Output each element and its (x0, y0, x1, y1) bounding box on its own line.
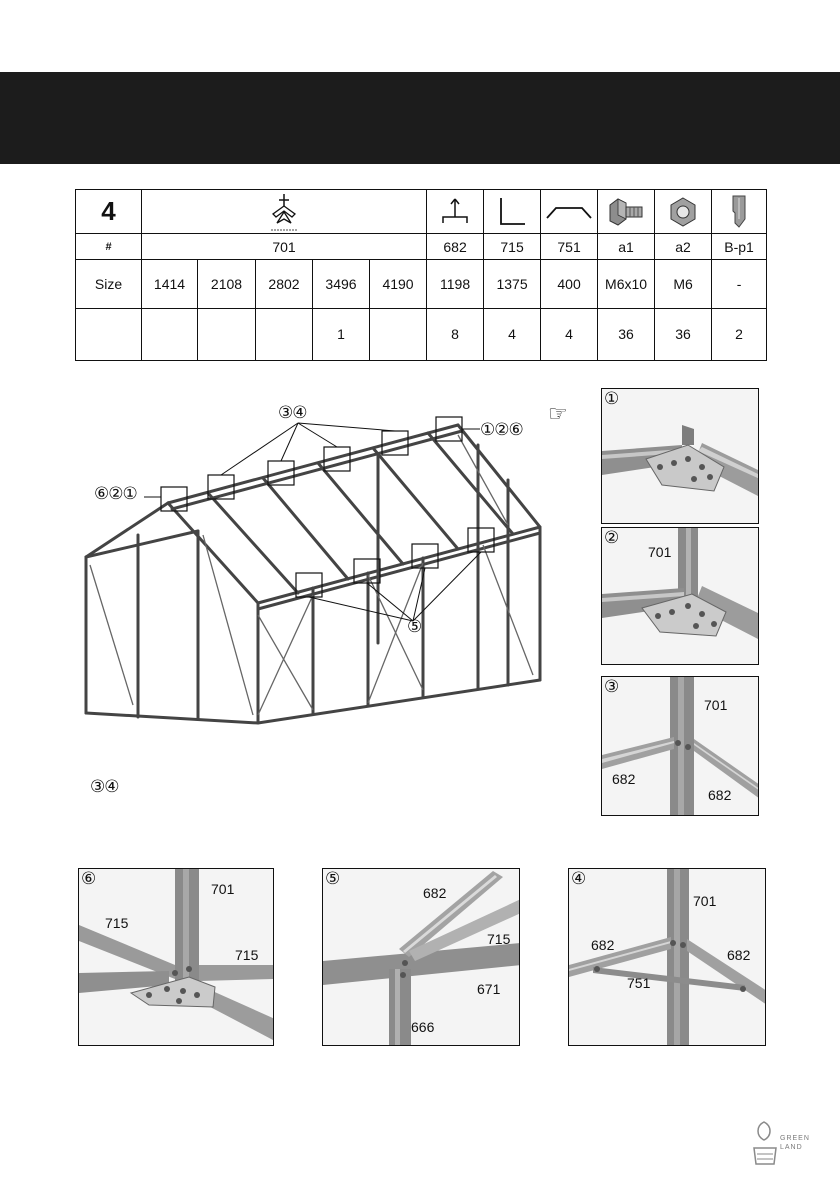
brand-logo (752, 1118, 822, 1170)
logo-line-1: GREEN (780, 1135, 810, 1142)
angle-profile-icon (495, 195, 529, 229)
detail-panel-4 (568, 868, 766, 1046)
qty-cell (198, 308, 256, 360)
size-cell: - (712, 260, 767, 308)
greenhouse-frame-drawing (78, 385, 598, 815)
size-cell: 2802 (256, 260, 313, 308)
detail-panel-3 (601, 676, 759, 816)
qty-label (76, 308, 142, 360)
tee-profile-cell (427, 190, 484, 234)
part-label-682: 682 (727, 947, 751, 963)
qty-cell: 1 (313, 308, 370, 360)
panel-number: ⑤ (325, 869, 341, 889)
part-label-682: 682 (708, 787, 732, 803)
qty-cell (256, 308, 313, 360)
size-cell: 400 (541, 260, 598, 308)
code-cell: a2 (655, 234, 712, 260)
part-label-701: 701 (648, 544, 672, 560)
callout-5: ⑤ (407, 617, 422, 637)
qty-cell: 4 (541, 308, 598, 360)
qty-cell: 36 (655, 308, 712, 360)
part-label-682: 682 (612, 771, 636, 787)
part-label-682: 682 (423, 885, 447, 901)
panel-number: ③ (604, 677, 620, 697)
detail-panel-1 (601, 388, 759, 524)
callout-126: ①②⑥ (480, 420, 523, 440)
part-label-701: 701 (693, 893, 717, 909)
header-bar (0, 72, 840, 164)
qty-cell: 8 (427, 308, 484, 360)
size-label: Size (76, 260, 142, 308)
part-label-715: 715 (487, 931, 511, 947)
ridge-profile-icon (269, 192, 299, 232)
size-cell: 1414 (142, 260, 198, 308)
hash-label: # (76, 234, 142, 260)
panel-number: ④ (571, 869, 587, 889)
brace-profile-icon (544, 200, 594, 224)
hand-pointer-icon: ☞ (548, 402, 568, 427)
code-cell: 682 (427, 234, 484, 260)
leaf-logo-icon (752, 1118, 780, 1166)
parts-table (75, 189, 767, 361)
panel-number: ⑥ (81, 869, 97, 889)
code-cell: a1 (598, 234, 655, 260)
size-cell: 4190 (370, 260, 427, 308)
size-cell: 2108 (198, 260, 256, 308)
qty-cell: 2 (712, 308, 767, 360)
code-701: 701 (142, 234, 427, 260)
callout-34: ③④ (278, 403, 307, 423)
qty-cell (370, 308, 427, 360)
size-cell: 1198 (427, 260, 484, 308)
callout-621: ⑥②① (94, 484, 137, 504)
detail-panel-2 (601, 527, 759, 665)
size-cell: M6x10 (598, 260, 655, 308)
tee-profile-icon (440, 195, 470, 229)
size-cell: M6 (655, 260, 712, 308)
size-cell: 1375 (484, 260, 541, 308)
part-label-682: 682 (591, 937, 615, 953)
step-number: 4 (76, 190, 142, 234)
part-label-701: 701 (704, 697, 728, 713)
logo-line-2: LAND (780, 1144, 803, 1151)
detail-panel-5 (322, 868, 520, 1046)
size-cell: 3496 (313, 260, 370, 308)
qty-cell: 36 (598, 308, 655, 360)
nut-icon (666, 195, 700, 229)
nut-cell (655, 190, 712, 234)
qty-cell: 4 (484, 308, 541, 360)
code-cell: 715 (484, 234, 541, 260)
detail-panel-6 (78, 868, 274, 1046)
ridge-cap-icon (727, 193, 751, 231)
panel-number: ② (604, 528, 620, 548)
footnote-34: ③④ (90, 777, 119, 797)
code-cell: B-p1 (712, 234, 767, 260)
bolt-cell (598, 190, 655, 234)
logo-text (780, 1134, 810, 1152)
ridge-cap-cell (712, 190, 767, 234)
part-label-671: 671 (477, 981, 501, 997)
part-label-701: 701 (211, 881, 235, 897)
panel-number: ① (604, 389, 620, 409)
angle-profile-cell (484, 190, 541, 234)
part-label-666: 666 (411, 1019, 435, 1035)
brace-profile-cell (541, 190, 598, 234)
ridge-profile-cell (142, 190, 427, 234)
part-label-715: 715 (235, 947, 259, 963)
part-label-715: 715 (105, 915, 129, 931)
bolt-icon (606, 195, 646, 229)
code-cell: 751 (541, 234, 598, 260)
qty-cell (142, 308, 198, 360)
part-label-751: 751 (627, 975, 651, 991)
